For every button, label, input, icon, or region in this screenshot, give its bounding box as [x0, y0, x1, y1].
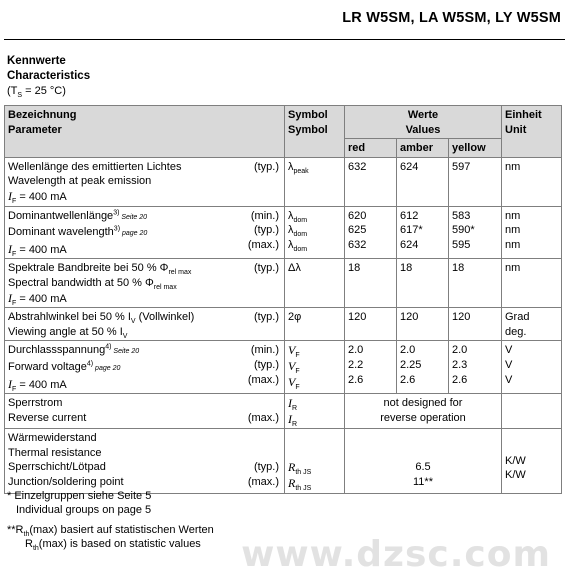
document-title: LR W5SM, LA W5SM, LY W5SM	[342, 10, 561, 26]
param-cell: Spektrale Bandbreite bei 50 % $\Phi_{rel max}$ Spectral bandwidth at 50 % $\Phi_{rel max}$ $I_F = 400$ mA (typ.)	[5, 259, 285, 308]
table-row	[5, 394, 562, 429]
symbol-cell: $V_F$ $V_F$ $V_F$	[285, 341, 345, 394]
symbol-cell: $R_{th JS}$ $R_{th JS}$	[285, 429, 345, 493]
watermark: www.dzsc.com	[241, 534, 551, 575]
value-amber: 624	[397, 157, 449, 206]
param-cell: Wärmewiderstand Thermal resistance Sperrschicht/Lötpad Junction/soldering point (typ.) (max.)	[5, 429, 285, 493]
footnotes	[7, 489, 214, 551]
param-cell: Sperrstrom Reverse current (max.)	[5, 394, 285, 429]
table-row	[5, 308, 562, 341]
value-red: 120	[345, 308, 397, 341]
unit-cell: K/W K/W	[502, 429, 562, 493]
value-yellow: 597	[449, 157, 502, 206]
symbol-header: Symbol Symbol	[285, 106, 345, 158]
value-amber: 18	[397, 259, 449, 308]
unit-cell: nm nm nm	[502, 206, 562, 259]
characteristics-table	[4, 105, 562, 494]
footnote-1-en: Individual groups on page 5	[16, 504, 152, 516]
yellow-header: yellow	[449, 139, 502, 158]
table-row	[5, 341, 562, 394]
symbol-cell: $I_R$ $I_R$	[285, 394, 345, 429]
footnote-2-en: $R_{th}(\max)$ is based on statistic values	[25, 538, 201, 553]
param-header: Bezeichnung Parameter	[5, 106, 285, 158]
table-row	[5, 157, 562, 206]
value-red: 632	[345, 157, 397, 206]
symbol-cell: Δλ	[285, 259, 345, 308]
value-red: 620 625 632	[345, 206, 397, 259]
table-row	[5, 259, 562, 308]
unit-header: Einheit Unit	[502, 106, 562, 158]
value-merged: 6.5 11**	[345, 429, 502, 493]
values-header: Werte Values	[345, 106, 502, 139]
value-merged: not designed for reverse operation	[345, 394, 502, 429]
param-cell: Wellenlänge des emittierten Lichtes Wavelength at peak emission $I_F = 400$ mA (typ.)	[5, 157, 285, 206]
table-row	[5, 206, 562, 259]
value-red: 2.0 2.2 2.6	[345, 341, 397, 394]
value-amber: 120	[397, 308, 449, 341]
test-condition: ($T_S = 25$ °C)	[7, 85, 66, 100]
symbol-cell: 2φ	[285, 308, 345, 341]
value-yellow: 2.0 2.3 2.6	[449, 341, 502, 394]
unit-cell: V V V	[502, 341, 562, 394]
value-amber: 2.0 2.25 2.6	[397, 341, 449, 394]
unit-cell	[502, 394, 562, 429]
unit-cell: nm	[502, 259, 562, 308]
value-yellow: 120	[449, 308, 502, 341]
section-title-en: Characteristics	[7, 70, 91, 82]
value-yellow: 583 590* 595	[449, 206, 502, 259]
table-row	[5, 429, 562, 493]
value-yellow: 18	[449, 259, 502, 308]
unit-cell: nm	[502, 157, 562, 206]
value-amber: 612 617* 624	[397, 206, 449, 259]
footnote-2-de: $**R_{th}(\max)$ basiert auf statistischen Werten	[7, 524, 214, 539]
table-header-row	[5, 106, 562, 139]
amber-header: amber	[397, 139, 449, 158]
param-cell: Durchlassspannung$^{4)}$ Seite 20 Forward voltage$^{4)}$ page 20 $I_F = 400$ mA (min.) (typ.) (max.)	[5, 341, 285, 394]
section-title-de: Kennwerte	[7, 55, 66, 67]
red-header: red	[345, 139, 397, 158]
symbol-cell: $\lambda_{dom}$ $\lambda_{dom}$ $\lambda_{dom}$	[285, 206, 345, 259]
unit-cell: Grad deg.	[502, 308, 562, 341]
footnote-1-de: * Einzelgruppen siehe Seite 5	[7, 490, 152, 502]
value-red: 18	[345, 259, 397, 308]
title-rule	[4, 39, 565, 40]
param-cell: Dominantwellenlänge$^{3)}$ Seite 20 Dominant wavelength$^{3)}$ page 20 $I_F = 400$ mA (min.) (typ.) (max.)	[5, 206, 285, 259]
param-cell: Abstrahlwinkel bei 50 % $I_V$ (Vollwinkel) Viewing angle at 50 % $I_V$ (typ.)	[5, 308, 285, 341]
symbol-cell: $\lambda_{peak}$	[285, 157, 345, 206]
